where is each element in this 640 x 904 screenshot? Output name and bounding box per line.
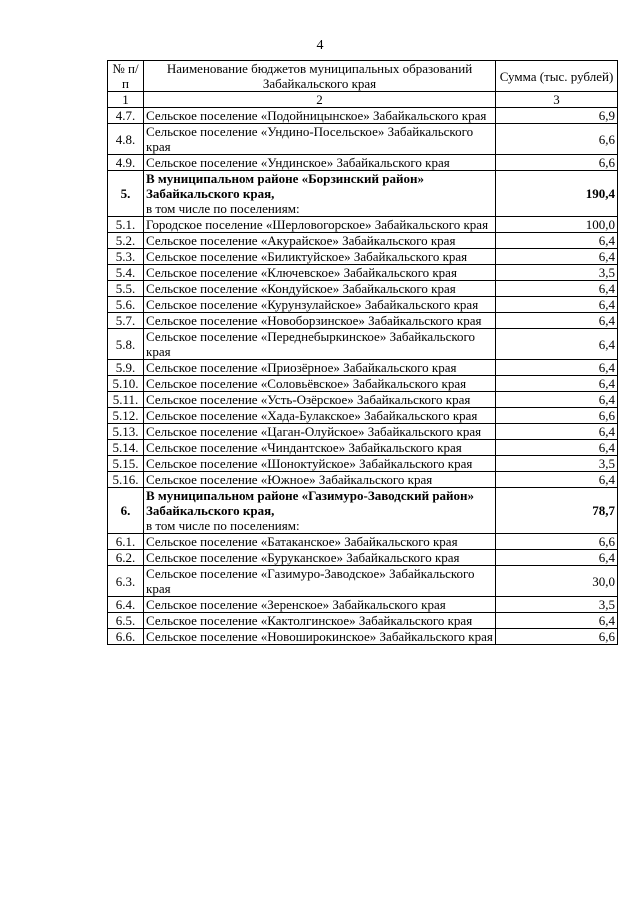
- row-sum: 6,4: [496, 376, 618, 392]
- table-row: [108, 424, 618, 440]
- column-index-1: 1: [108, 92, 144, 108]
- row-sum: 78,7: [496, 488, 618, 534]
- row-number: 5.5.: [108, 281, 144, 297]
- table-row: [108, 456, 618, 472]
- row-budget-name: Сельское поселение «Ундинское» Забайкальского края: [144, 155, 496, 171]
- row-sum: 30,0: [496, 566, 618, 597]
- row-budget-name: Сельское поселение «Усть-Озёрское» Забайкальского края: [144, 392, 496, 408]
- table-row: [108, 108, 618, 124]
- table-body: [108, 108, 618, 645]
- row-number: 6.6.: [108, 629, 144, 645]
- row-budget-name: Сельское поселение «Переднебыркинское» Забайкальского края: [144, 329, 496, 360]
- row-sum: 6,4: [496, 424, 618, 440]
- table-row: [108, 360, 618, 376]
- table-row: [108, 329, 618, 360]
- row-budget-name: Сельское поселение «Зеренское» Забайкальского края: [144, 597, 496, 613]
- table-row: [108, 376, 618, 392]
- row-number: 6.2.: [108, 550, 144, 566]
- row-number: 5.9.: [108, 360, 144, 376]
- row-number: 5.3.: [108, 249, 144, 265]
- table-row: [108, 124, 618, 155]
- header-sum: Сумма (тыс. рублей): [496, 61, 618, 92]
- row-budget-name: Сельское поселение «Кондуйское» Забайкальского края: [144, 281, 496, 297]
- column-index-3: 3: [496, 92, 618, 108]
- table-group-row: [108, 171, 618, 217]
- row-sum: 6,9: [496, 108, 618, 124]
- row-budget-name: Сельское поселение «Биликтуйское» Забайкальского края: [144, 249, 496, 265]
- row-number: 5.1.: [108, 217, 144, 233]
- table-row: [108, 217, 618, 233]
- table-group-row: [108, 488, 618, 534]
- row-number: 4.7.: [108, 108, 144, 124]
- row-number: 4.8.: [108, 124, 144, 155]
- row-number: 4.9.: [108, 155, 144, 171]
- row-budget-name: Сельское поселение «Чиндантское» Забайкальского края: [144, 440, 496, 456]
- row-budget-name: Сельское поселение «Приозёрное» Забайкальского края: [144, 360, 496, 376]
- column-index-2: 2: [144, 92, 496, 108]
- table-row: [108, 566, 618, 597]
- table-row: [108, 472, 618, 488]
- budget-table: [107, 60, 618, 645]
- row-sum: 6,4: [496, 249, 618, 265]
- row-budget-name: Сельское поселение «Акурайское» Забайкальского края: [144, 233, 496, 249]
- row-sum: 6,6: [496, 155, 618, 171]
- row-number: 6.5.: [108, 613, 144, 629]
- row-number: 6.3.: [108, 566, 144, 597]
- row-budget-name: Сельское поселение «Кактолгинское» Забайкальского края: [144, 613, 496, 629]
- row-budget-name: Сельское поселение «Подойницынское» Забайкальского края: [144, 108, 496, 124]
- table-row: [108, 408, 618, 424]
- row-number: 5.2.: [108, 233, 144, 249]
- row-sum: 6,4: [496, 329, 618, 360]
- page-number: 4: [316, 38, 324, 53]
- header-budget-name: Наименование бюджетов муниципальных образований Забайкальского края: [144, 61, 496, 92]
- row-number: 5.16.: [108, 472, 144, 488]
- row-budget-name: Сельское поселение «Соловьёвское» Забайкальского края: [144, 376, 496, 392]
- row-sum: 6,6: [496, 534, 618, 550]
- row-sum: 6,4: [496, 360, 618, 376]
- row-number: 5.12.: [108, 408, 144, 424]
- table-row: [108, 597, 618, 613]
- table-row: [108, 297, 618, 313]
- table-row: [108, 534, 618, 550]
- table-row: [108, 440, 618, 456]
- row-sum: 6,4: [496, 233, 618, 249]
- group-title: В муниципальном районе «Борзинский район» Забайкальского края,: [146, 171, 424, 201]
- row-sum: 6,4: [496, 313, 618, 329]
- row-number: 5.: [108, 171, 144, 217]
- row-budget-name: Сельское поселение «Буруканское» Забайкальского края: [144, 550, 496, 566]
- table-row: [108, 265, 618, 281]
- table-row: [108, 613, 618, 629]
- row-sum: 6,6: [496, 408, 618, 424]
- row-number: 5.14.: [108, 440, 144, 456]
- row-budget-name: Сельское поселение «Новоборзинское» Забайкальского края: [144, 313, 496, 329]
- row-sum: 3,5: [496, 265, 618, 281]
- group-title: В муниципальном районе «Газимуро-Заводский район» Забайкальского края,: [146, 488, 475, 518]
- row-number: 6.1.: [108, 534, 144, 550]
- row-number: 5.6.: [108, 297, 144, 313]
- table-row: [108, 281, 618, 297]
- row-budget-name: Сельское поселение «Курунзулайское» Забайкальского края: [144, 297, 496, 313]
- row-number: 5.13.: [108, 424, 144, 440]
- row-sum: 6,4: [496, 297, 618, 313]
- row-sum: 6,4: [496, 392, 618, 408]
- table-row: [108, 392, 618, 408]
- row-number: 5.8.: [108, 329, 144, 360]
- table-row: [108, 233, 618, 249]
- row-number: 6.4.: [108, 597, 144, 613]
- row-number: 5.7.: [108, 313, 144, 329]
- row-number: 6.: [108, 488, 144, 534]
- row-budget-name: Сельское поселение «Новоширокинское» Забайкальского края: [144, 629, 496, 645]
- column-index-row: [108, 92, 618, 108]
- row-sum: 6,4: [496, 440, 618, 456]
- row-budget-name: Сельское поселение «Шоноктуйское» Забайкальского края: [144, 456, 496, 472]
- table-row: [108, 550, 618, 566]
- table-row: [108, 629, 618, 645]
- row-sum: 6,6: [496, 124, 618, 155]
- row-budget-name: [144, 488, 496, 534]
- row-budget-name: Сельское поселение «Батаканское» Забайкальского края: [144, 534, 496, 550]
- row-budget-name: [144, 171, 496, 217]
- table-row: [108, 249, 618, 265]
- row-budget-name: Сельское поселение «Цаган-Олуйское» Забайкальского края: [144, 424, 496, 440]
- group-subtitle: в том числе по поселениям:: [146, 518, 300, 533]
- row-sum: 6,4: [496, 550, 618, 566]
- row-budget-name: Сельское поселение «Ключевское» Забайкальского края: [144, 265, 496, 281]
- row-number: 5.15.: [108, 456, 144, 472]
- row-sum: 6,6: [496, 629, 618, 645]
- group-subtitle: в том числе по поселениям:: [146, 201, 300, 216]
- row-number: 5.10.: [108, 376, 144, 392]
- row-budget-name: Городское поселение «Шерловогорское» Забайкальского края: [144, 217, 496, 233]
- row-number: 5.4.: [108, 265, 144, 281]
- row-budget-name: Сельское поселение «Ундино-Посельское» Забайкальского края: [144, 124, 496, 155]
- table-row: [108, 313, 618, 329]
- row-sum: 190,4: [496, 171, 618, 217]
- header-number: № п/п: [108, 61, 144, 92]
- row-sum: 3,5: [496, 456, 618, 472]
- row-budget-name: Сельское поселение «Хада-Булакское» Забайкальского края: [144, 408, 496, 424]
- row-sum: 6,4: [496, 281, 618, 297]
- row-sum: 6,4: [496, 613, 618, 629]
- row-budget-name: Сельское поселение «Южное» Забайкальского края: [144, 472, 496, 488]
- row-sum: 100,0: [496, 217, 618, 233]
- row-sum: 6,4: [496, 472, 618, 488]
- table-row: [108, 155, 618, 171]
- row-sum: 3,5: [496, 597, 618, 613]
- table-header-row: [108, 61, 618, 92]
- row-budget-name: Сельское поселение «Газимуро-Заводское» Забайкальского края: [144, 566, 496, 597]
- row-number: 5.11.: [108, 392, 144, 408]
